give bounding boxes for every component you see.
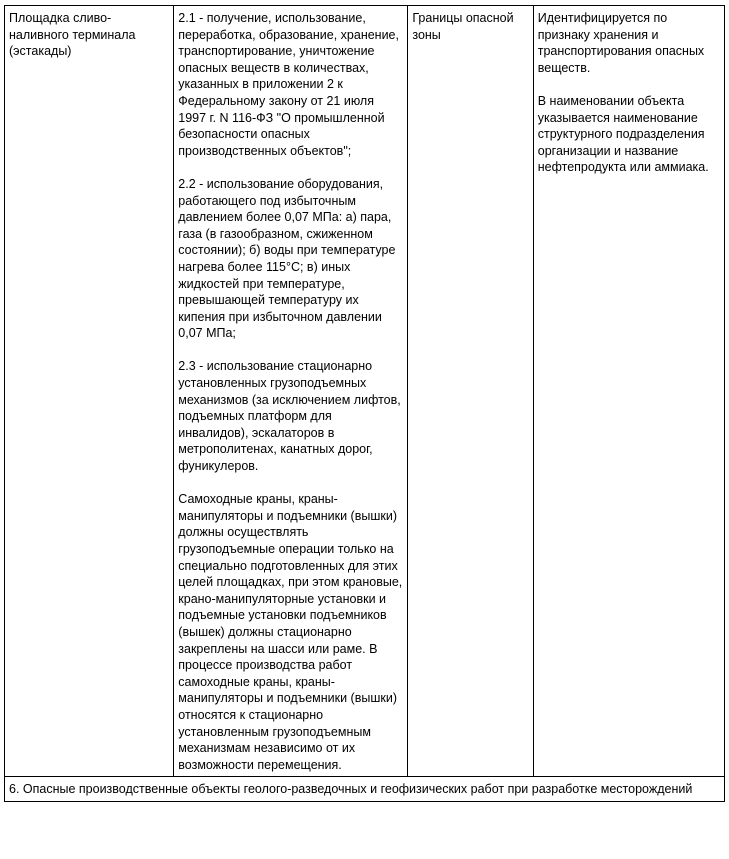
- notes-cell: [533, 6, 724, 777]
- criterion-note: Самоходные краны, краны-манипуляторы и подъемники (вышки) должны осуществлять грузоподъемные операции только на специально подготовленных для этих целей площадках, при этом крановые, крано-манипуляторные установки и подъемные установки подъемников (вышек) должны стационарно закреплены на шасси или раме. В процессе производства работ самоходные краны, краны-манипуляторы и подъемники (вышки) относятся к стационарно установленным грузоподъемным механизмам независимо от их возможности перемещения.: [178, 492, 403, 772]
- note-identification: Идентифицируется по признаку хранения и транспортирования опасных веществ.: [537, 11, 705, 75]
- hazard-objects-table: [4, 5, 725, 802]
- object-name-cell: [5, 6, 174, 777]
- criteria-cell: [174, 6, 408, 777]
- section-heading-cell: [5, 777, 725, 802]
- boundaries-text: Границы опасной зоны: [412, 11, 514, 42]
- boundaries-cell: [408, 6, 533, 777]
- table-row: [5, 6, 725, 777]
- section-heading: 6. Опасные производственные объекты геолого-разведочных и геофизических работ при разработке месторождений: [9, 782, 693, 797]
- criterion-2-3: 2.3 - использование стационарно установленных грузоподъемных механизмов (за исключением лифтов, подъемных платформ для инвалидов), эскалаторов в метрополитенах, канатных дорог, фуникулеров.: [178, 359, 401, 474]
- criterion-2-1: 2.1 - получение, использование, переработка, образование, хранение, транспортирование, уничтожение опасных веществ в количествах, указанных в приложении 2 к Федеральному закону от 21 июля 1997 г. N 116-ФЗ "О промышленной безопасности опасных производственных объектов";: [178, 11, 399, 158]
- criterion-2-2: 2.2 - использование оборудования, работающего под избыточным давлением более 0,07 МПа: а) пара, газа (в газообразном, сжиженном состоянии); б) воды при температуре нагрева более 115°С; в) иных жидкостей при температуре, превышающей температуру их кипения при избыточном давлении 0,07 МПа;: [178, 176, 396, 341]
- section-heading-row: [5, 777, 725, 802]
- object-name: Площадка сливо-наливного терминала (эстакады): [9, 11, 136, 59]
- note-naming: В наименовании объекта указывается наименование структурного подразделения организации и название нефтепродукта или аммиака.: [537, 93, 709, 175]
- document-page: [4, 5, 725, 802]
